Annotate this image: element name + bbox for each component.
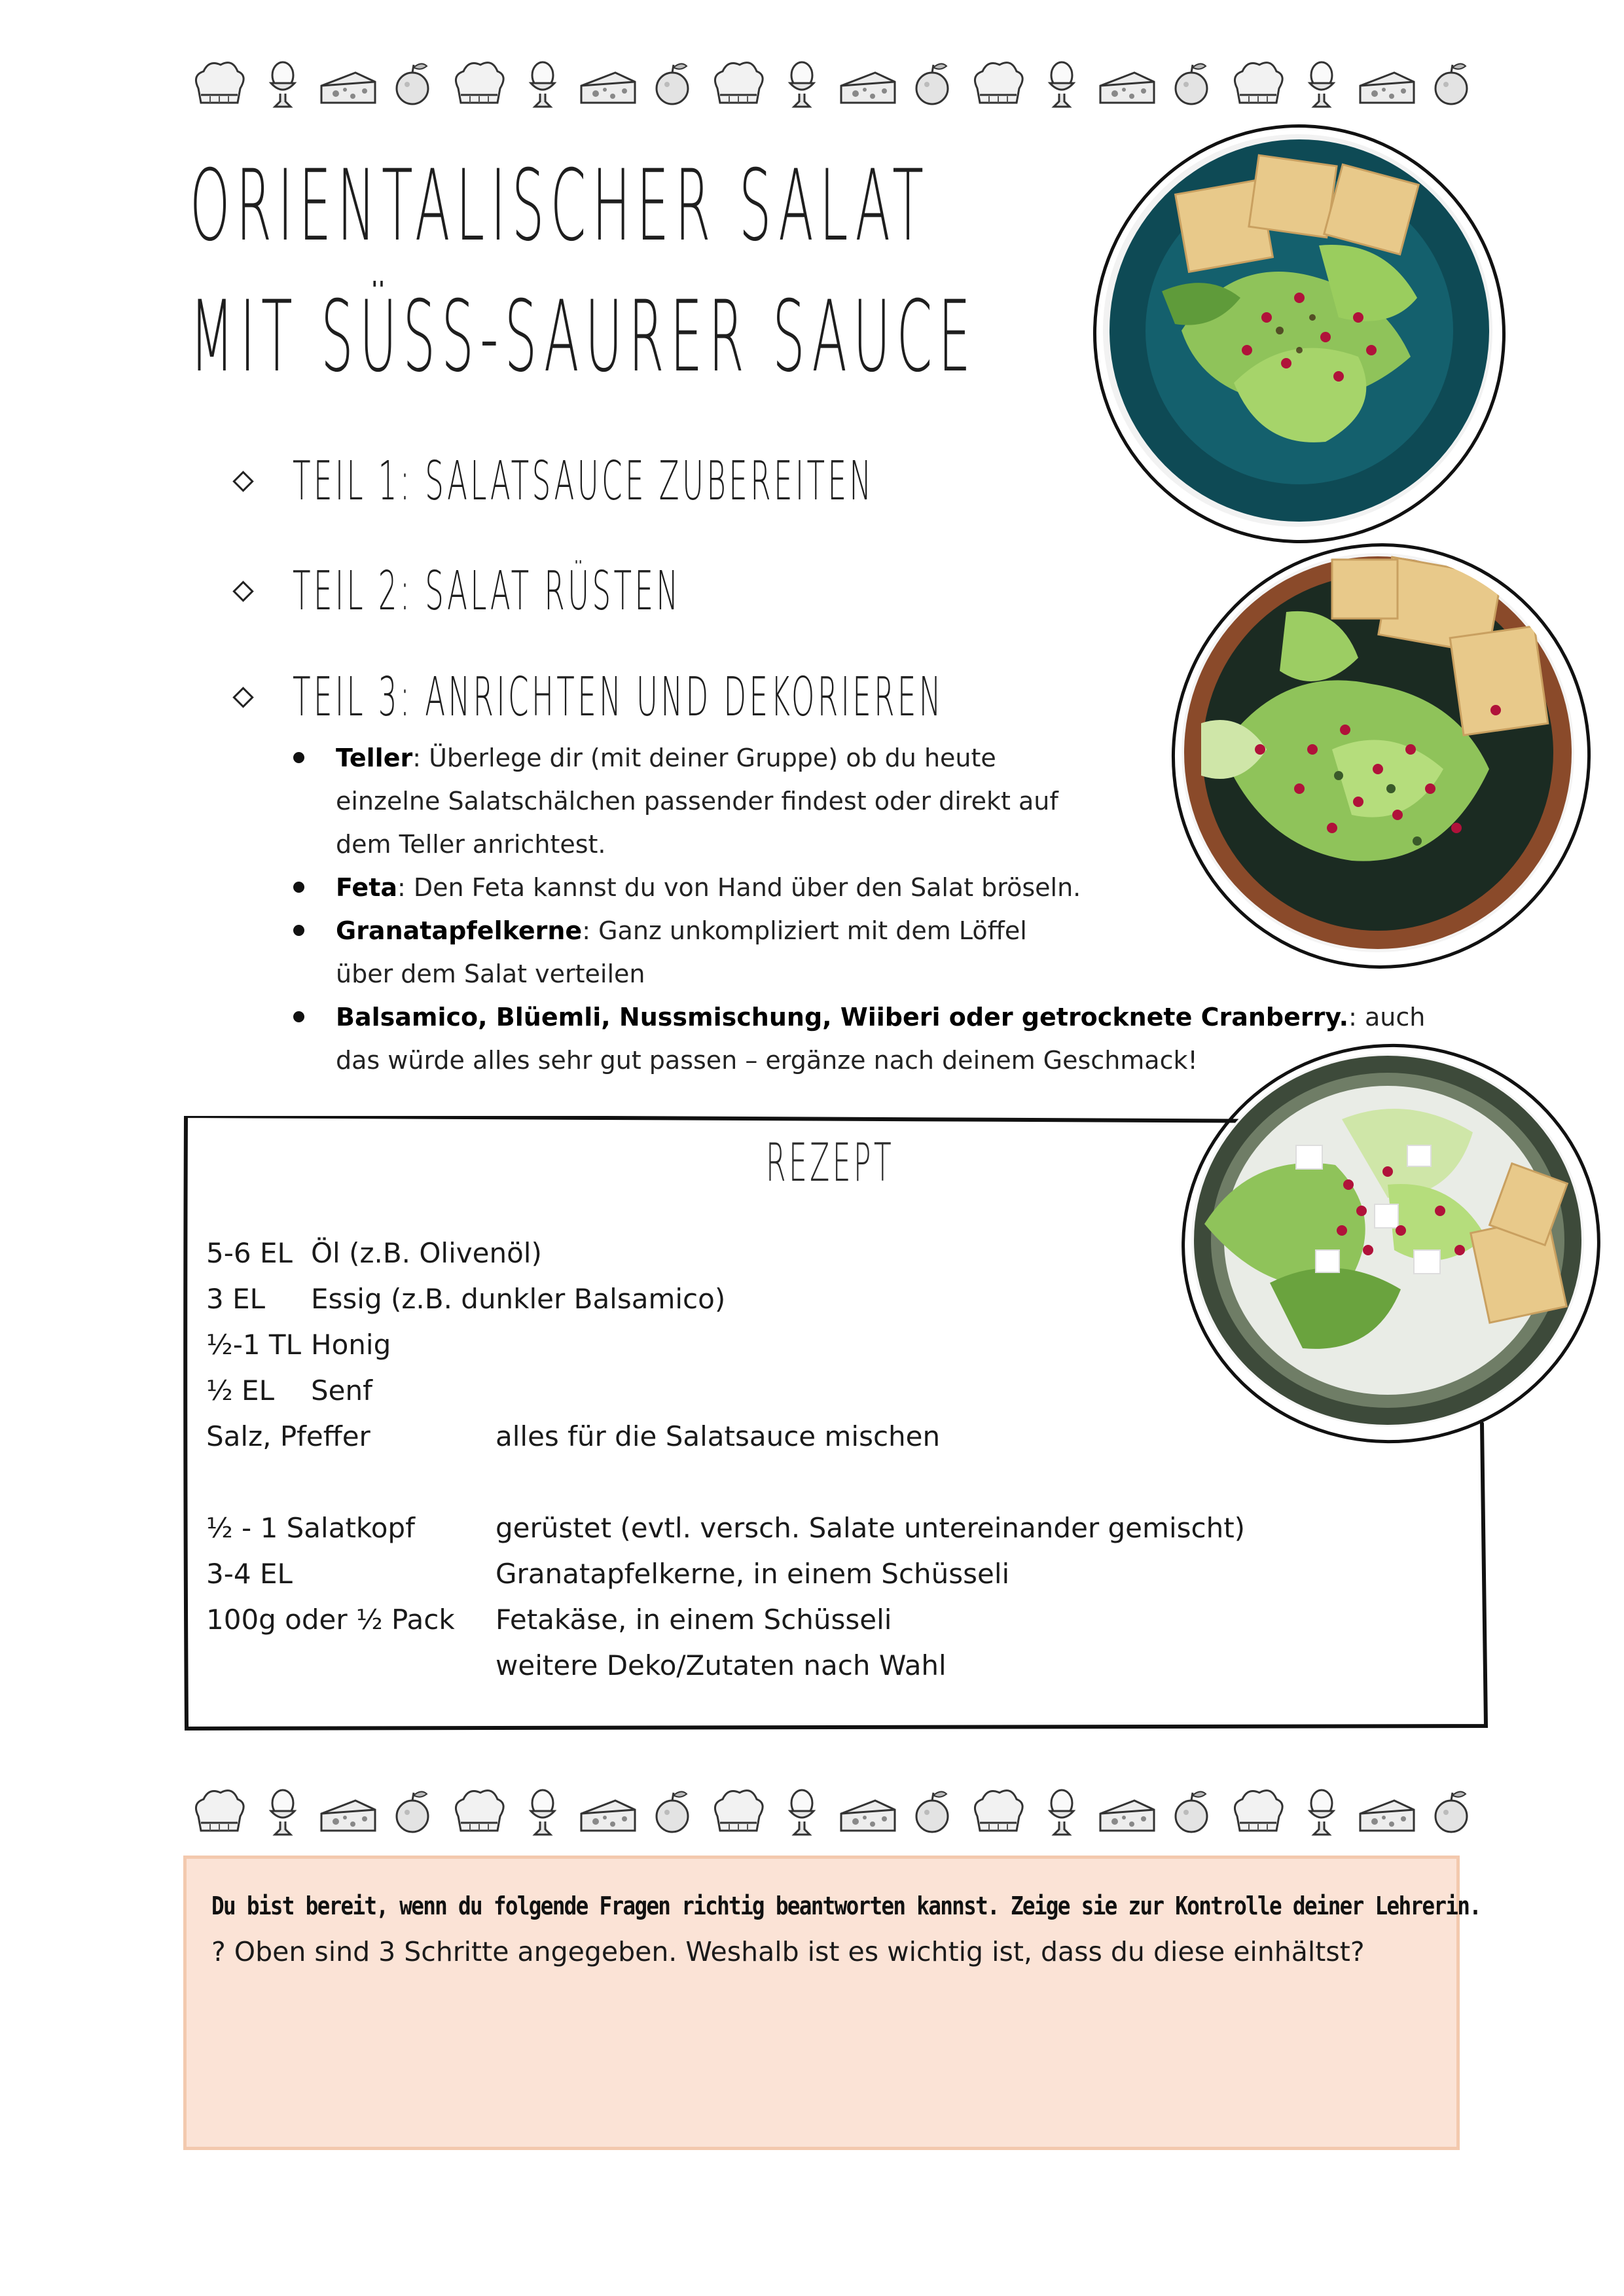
cheese-icon: [576, 1784, 639, 1843]
title-line-1: ORIENTALISCHER SALAT: [190, 149, 930, 263]
salad-photo-feta-plate: [1191, 1054, 1584, 1427]
salad-teal-plate-image: [1103, 134, 1492, 527]
chef-hat-icon: [187, 56, 249, 115]
teil-3-label: TEIL 3:: [293, 666, 413, 728]
cheese-icon: [1095, 1784, 1158, 1843]
salad-terracotta-plate-image: [1182, 553, 1574, 952]
ingredient-note: Fetakäse, in einem Schüsseli: [496, 1604, 892, 1636]
ingredient-qty: ½ EL: [206, 1374, 274, 1407]
ingredient-item: 100g oder ½ Pack: [206, 1604, 455, 1636]
ingredient-qty: 3 EL: [206, 1283, 266, 1315]
cheese-icon: [836, 1784, 899, 1843]
egg-cup-icon: [1030, 1784, 1093, 1843]
cheese-icon: [1095, 56, 1158, 115]
apple-icon: [1420, 56, 1483, 115]
salad-photo-terracotta-plate: [1182, 553, 1574, 952]
question-heading: Du bist bereit, wenn du folgende Fragen richtig beantworten kannst. Zeige sie zur Kontrolle deiner Lehrerin.: [211, 1892, 1481, 1920]
ingredient-note: Granatapfelkerne, in einem Schüsseli: [496, 1558, 1010, 1590]
egg-cup-icon: [511, 1784, 574, 1843]
ingredient-item: Essig (z.B. dunkler Balsamico): [311, 1283, 726, 1315]
egg-cup-icon: [1290, 56, 1353, 115]
bullet-feta: [293, 866, 1089, 909]
apple-icon: [641, 1784, 704, 1843]
title-line-2: MIT SÜSS-SAURER SAUCE: [190, 280, 977, 394]
bullet-label: Teller: [336, 744, 413, 772]
ingredient-note: weitere Deko/Zutaten nach Wahl: [496, 1649, 947, 1681]
teil-1-text: SALATSAUCE ZUBEREITEN: [425, 450, 875, 512]
bullet-text: : auch das würde alles sehr gut passen – ergänze nach deinem Geschmack!: [336, 1003, 1426, 1075]
apple-icon: [641, 56, 704, 115]
cheese-icon: [316, 1784, 379, 1843]
teil-1-label: TEIL 1:: [293, 450, 413, 512]
chef-hat-icon: [706, 1784, 768, 1843]
ingredient-item: Senf: [311, 1374, 372, 1407]
salad-photo-teal-plate: [1103, 134, 1492, 527]
teil-2-label: TEIL 2:: [293, 560, 413, 622]
cheese-icon: [316, 56, 379, 115]
bullet-text: : Überlege dir (mit deiner Gruppe) ob du heute einzelne Salatschälchen passender findest oder direkt auf dem Teller anrichtest.: [336, 744, 1058, 859]
chef-hat-icon: [1225, 56, 1288, 115]
egg-cup-icon: [251, 56, 314, 115]
bullet-text: : Ganz unkompliziert mit dem Löffel über dem Salat verteilen: [336, 916, 1027, 988]
chef-hat-icon: [187, 1784, 249, 1843]
ingredient-qty: 5-6 EL: [206, 1237, 293, 1269]
teil-2-heading: [236, 558, 999, 624]
bullet-teller: [293, 736, 1089, 866]
question-text: ? Oben sind 3 Schritte angegeben. Weshalb ist es wichtig ist, dass du diese einhältst?: [211, 1936, 1365, 1967]
egg-cup-icon: [1030, 56, 1093, 115]
chef-hat-icon: [446, 1784, 509, 1843]
apple-icon: [901, 56, 964, 115]
bullet-extras: [293, 996, 1462, 1082]
egg-cup-icon: [1290, 1784, 1353, 1843]
egg-cup-icon: [511, 56, 574, 115]
chef-hat-icon: [446, 56, 509, 115]
chef-hat-icon: [965, 1784, 1028, 1843]
ingredient-item: ½ - 1 Salatkopf: [206, 1512, 415, 1544]
chef-hat-icon: [1225, 1784, 1288, 1843]
diamond-bullet-icon: [232, 581, 254, 602]
egg-cup-icon: [770, 1784, 833, 1843]
apple-icon: [381, 1784, 444, 1843]
bullet-label: Granatapfelkerne: [336, 916, 583, 945]
egg-cup-icon: [770, 56, 833, 115]
ingredient-item: Salz, Pfeffer: [206, 1420, 370, 1452]
apple-icon: [1160, 56, 1223, 115]
ingredient-qty: ½-1 TL: [206, 1329, 301, 1361]
apple-icon: [1420, 1784, 1483, 1843]
ingredient-note: gerüstet (evtl. versch. Salate untereinander gemischt): [496, 1512, 1246, 1544]
cheese-icon: [1355, 56, 1418, 115]
page-title: [190, 141, 977, 403]
diamond-bullet-icon: [232, 471, 254, 492]
top-food-border: [187, 49, 1483, 121]
question-box: [183, 1856, 1481, 2150]
salad-feta-plate-image: [1191, 1054, 1584, 1427]
ingredient-item: Honig: [311, 1329, 391, 1361]
cheese-icon: [576, 56, 639, 115]
apple-icon: [1160, 1784, 1223, 1843]
bullet-granatapfelkerne: [293, 909, 1089, 996]
diamond-bullet-icon: [232, 687, 254, 708]
bullet-text: : Den Feta kannst du von Hand über den Salat bröseln.: [397, 873, 1081, 902]
teil-2-text: SALAT RÜSTEN: [425, 560, 681, 622]
chef-hat-icon: [965, 56, 1028, 115]
ingredient-note: alles für die Salatsauce mischen: [496, 1420, 941, 1452]
bullet-label: Feta: [336, 873, 397, 902]
chef-hat-icon: [706, 56, 768, 115]
apple-icon: [901, 1784, 964, 1843]
cheese-icon: [1355, 1784, 1418, 1843]
egg-cup-icon: [251, 1784, 314, 1843]
ingredient-item: 3-4 EL: [206, 1558, 293, 1590]
apple-icon: [381, 56, 444, 115]
teil-3-text: ANRICHTEN UND DEKORIEREN: [425, 666, 944, 728]
ingredient-item: Öl (z.B. Olivenöl): [311, 1237, 542, 1269]
bottom-food-border: [187, 1777, 1483, 1849]
cheese-icon: [836, 56, 899, 115]
rezept-title: REZEPT: [766, 1132, 895, 1193]
bullet-label: Balsamico, Blüemli, Nussmischung, Wiiberi oder getrocknete Cranberry.: [336, 1003, 1349, 1031]
